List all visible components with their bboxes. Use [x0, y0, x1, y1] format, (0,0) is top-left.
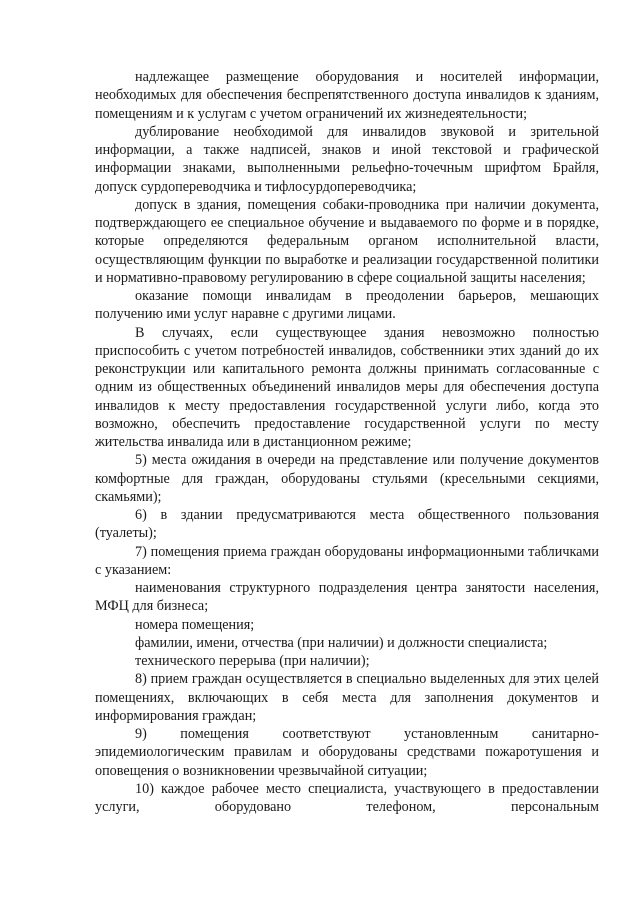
paragraph: наименования структурного подразделения центра занятости населения, МФЦ для бизнеса; — [95, 580, 599, 615]
paragraph: надлежащее размещение оборудования и носителей информации, необходимых для обеспечения беспрепятственного доступа инвалидов к зданиям, помещениям и к услугам с учетом ограничений их жизнедеятельности; — [95, 69, 599, 122]
paragraph: В случаях, если существующее здания невозможно полностью приспособить с учетом потребностей инвалидов, собственники этих зданий до их реконструкции или капитального ремонта должны принимать согласованные с одним из общественных объединений инвалидов меры для обеспечения доступа инвалидов к месту предоставления государственной услуги либо, когда это возможно, обеспечить предоставление государственной услуги по месту жительства инвалида или в дистанционном режиме; — [95, 324, 599, 450]
paragraph: оказание помощи инвалидам в преодолении барьеров, мешающих получению ими услуг наравне с другими лицами. — [95, 288, 599, 323]
paragraph: 6) в здании предусматриваются места общественного пользования (туалеты); — [95, 507, 599, 542]
paragraph: 8) прием граждан осуществляется в специально выделенных для этих целей помещениях, включающих в себя места для заполнения документов и информирования граждан; — [95, 671, 599, 724]
paragraph: 7) помещения приема граждан оборудованы информационными табличками с указанием: — [95, 543, 599, 578]
paragraph: 10) каждое рабочее место специалиста, участвующего в предоставлении услуги, оборудовано телефоном, персональным — [95, 780, 599, 815]
paragraph: технического перерыва (при наличии); — [135, 653, 370, 669]
paragraph: дублирование необходимой для инвалидов звуковой и зрительной информации, а также надписей, знаков и иной текстовой и графической информации знаками, выполненными рельефно-точечным шрифтом Брайля, допуск сурдопереводчика и тифлосурдопереводчика; — [95, 123, 599, 195]
paragraph: номера помещения; — [135, 616, 255, 633]
document-body — [95, 68, 599, 816]
paragraph: 9) помещения соответствуют установленным санитарно-эпидемиологическим правилам и оборудованы средствами пожаротушения и оповещения о возникновении чрезвычайной ситуации; — [95, 726, 599, 779]
paragraph: 5) места ожидания в очереди на представление или получение документов комфортные для граждан, оборудованы стульями (кресельными секциями, скамьями); — [95, 452, 599, 505]
paragraph: фамилии, имени, отчества (при наличии) и должности специалиста; — [135, 634, 548, 651]
paragraph: допуск в здания, помещения собаки-проводника при наличии документа, подтверждающего ее специальное обучение и выдаваемого по форме и в порядке, которые определяются федеральным органом исполнительной власти, осуществляющим функции по выработке и реализации государственной политики и нормативно-правовому регулированию в сфере социальной защиты населения; — [95, 196, 599, 286]
